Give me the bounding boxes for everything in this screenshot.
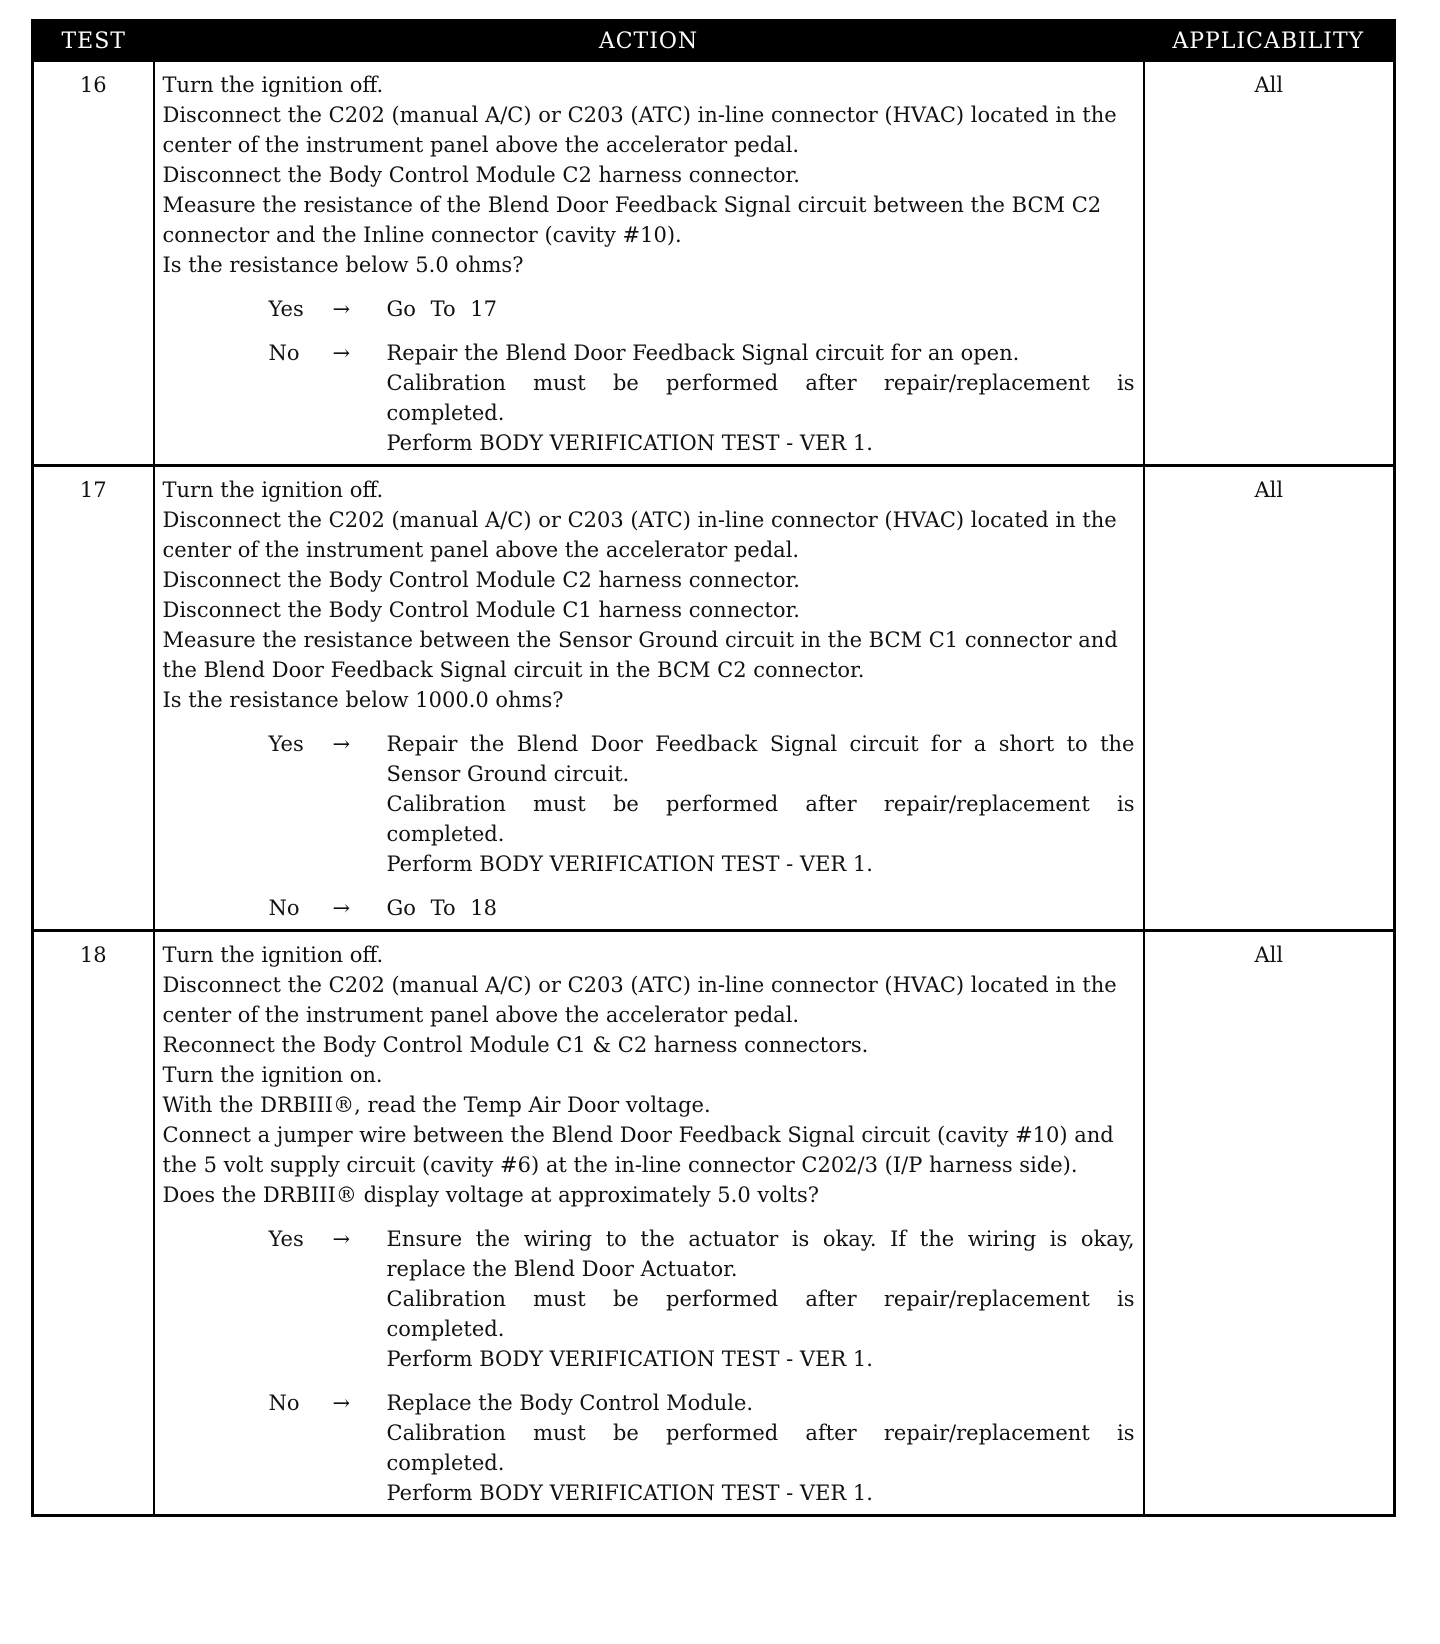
action-step: Turn the ignition off. [162,478,384,502]
arrow-icon: → [332,341,351,365]
test-number: 18 [33,931,154,1516]
action-step: Does the DRBIII® display voltage at approximately 5.0 volts? [162,1183,820,1207]
applicability: All [1144,931,1395,1516]
header-action: ACTION [154,21,1144,62]
diagnostic-table-page [31,19,1393,1517]
header-test: TEST [33,21,154,62]
yes-result [387,294,1137,324]
action-cell [154,61,1144,466]
no-label: No [268,1391,300,1415]
yes-outcome [269,729,1137,879]
action-step: Measure the resistance between the Sensor Ground circuit in the BCM C1 connector and the Blend Door Feedback Signal circuit in the BCM C2 connector. [162,628,1118,682]
action-step: Reconnect the Body Control Module C1 & C2 harness connectors. [162,1033,869,1057]
action-step: Is the resistance below 5.0 ohms? [162,253,524,277]
no-result [387,893,1137,923]
arrow-icon: → [332,896,351,920]
arrow-icon: → [332,1391,351,1415]
diagnostic-test-table [31,19,1396,1517]
action-step: Disconnect the Body Control Module C2 harness connector. [162,568,800,592]
table-row [33,61,1395,466]
action-cell [154,466,1144,931]
action-step: Turn the ignition off. [162,943,384,967]
yes-result [387,1224,1137,1374]
no-result-line: Go To 18 [386,896,498,920]
applicability: All [1144,61,1395,466]
yes-result-line: Calibration must be performed after repair/replacement is completed. [386,1287,1135,1341]
action-step: Connect a jumper wire between the Blend Door Feedback Signal circuit (cavity #10) and the 5 volt supply circuit (cavity #6) at the in-line connector C202/3 (I/P harness side). [162,1123,1114,1177]
no-outcome [269,338,1137,458]
no-result-line: Repair the Blend Door Feedback Signal circuit for an open. [386,341,1020,365]
yes-outcome [269,1224,1137,1374]
yes-result-line: Ensure the wiring to the actuator is okay. If the wiring is okay, replace the Blend Door Actuator. [386,1227,1135,1281]
no-label: No [268,896,300,920]
table-row [33,466,1395,931]
no-outcome [269,1388,1137,1508]
action-step: Disconnect the Body Control Module C2 harness connector. [162,163,800,187]
no-result [387,1388,1137,1508]
no-result-line: Replace the Body Control Module. [386,1391,754,1415]
no-outcome [269,893,1137,923]
yes-result-line: Perform BODY VERIFICATION TEST - VER 1. [386,1347,873,1371]
no-result [387,338,1137,458]
action-step: With the DRBIII®, read the Temp Air Door voltage. [162,1093,711,1117]
action-step: Disconnect the Body Control Module C1 harness connector. [162,598,800,622]
yes-label: Yes [268,732,304,756]
yes-outcome [269,294,1137,324]
table-row [33,931,1395,1516]
action-step: Measure the resistance of the Blend Door Feedback Signal circuit between the BCM C2 connector and the Inline connector (cavity #10). [162,193,1102,247]
table-header-row [33,21,1395,62]
no-label: No [268,341,300,365]
action-step: Turn the ignition off. [162,73,384,97]
arrow-icon: → [332,297,351,321]
arrow-icon: → [332,1227,351,1251]
yes-result [387,729,1137,879]
yes-result-line: Go To 17 [386,297,498,321]
test-number: 16 [33,61,154,466]
yes-label: Yes [268,1227,304,1251]
yes-label: Yes [268,297,304,321]
yes-result-line: Repair the Blend Door Feedback Signal circuit for a short to the Sensor Ground circuit. [386,732,1135,786]
arrow-icon: → [332,732,351,756]
header-applicability: APPLICABILITY [1144,21,1395,62]
applicability: All [1144,466,1395,931]
no-result-line: Calibration must be performed after repair/replacement is completed. [386,1421,1135,1475]
action-cell [154,931,1144,1516]
test-number: 17 [33,466,154,931]
yes-result-line: Perform BODY VERIFICATION TEST - VER 1. [386,852,873,876]
no-result-line: Perform BODY VERIFICATION TEST - VER 1. [386,1481,873,1505]
action-step: Disconnect the C202 (manual A/C) or C203 (ATC) in-line connector (HVAC) located in the center of the instrument panel above the accelerator pedal. [162,973,1117,1027]
action-step: Disconnect the C202 (manual A/C) or C203 (ATC) in-line connector (HVAC) located in the center of the instrument panel above the accelerator pedal. [162,103,1117,157]
action-step: Is the resistance below 1000.0 ohms? [162,688,564,712]
yes-result-line: Calibration must be performed after repair/replacement is completed. [386,792,1135,846]
action-step: Disconnect the C202 (manual A/C) or C203 (ATC) in-line connector (HVAC) located in the center of the instrument panel above the accelerator pedal. [162,508,1117,562]
no-result-line: Perform BODY VERIFICATION TEST - VER 1. [386,431,873,455]
no-result-line: Calibration must be performed after repair/replacement is completed. [386,371,1135,425]
action-step: Turn the ignition on. [162,1063,383,1087]
